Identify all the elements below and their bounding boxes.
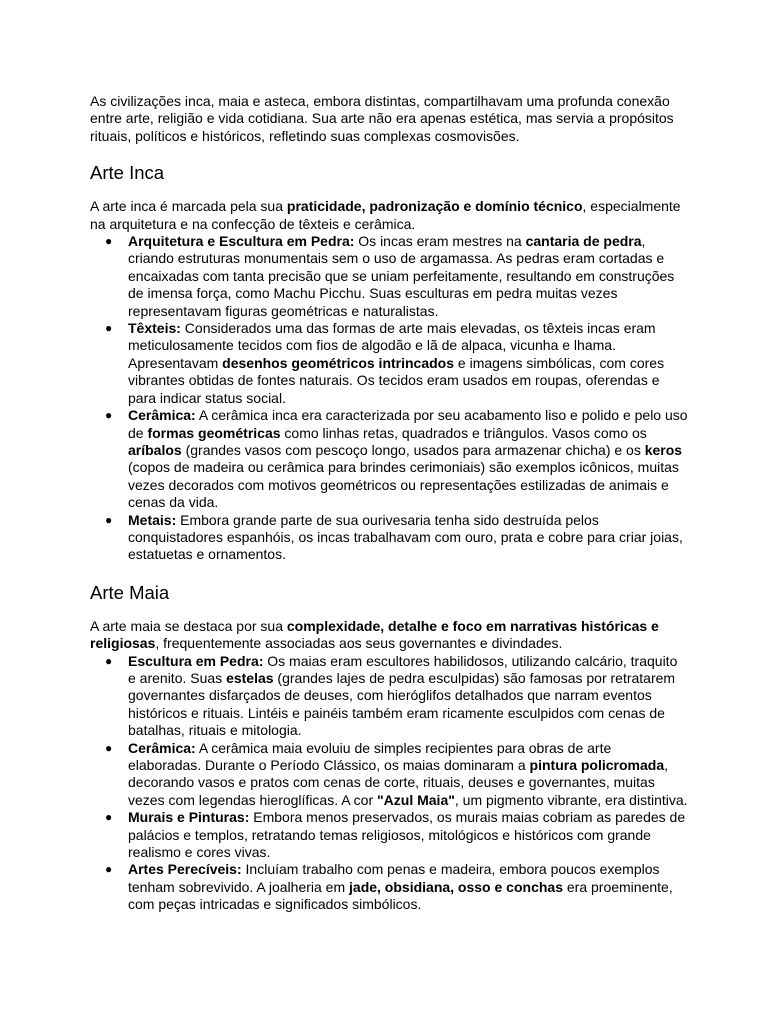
bullet-icon: ● [105, 234, 113, 249]
bullet-icon: ● [105, 512, 113, 527]
list-item: ● Artes Perecíveis: Incluíam trabalho com penas e madeira, embora poucos exemplos tenham sobrevivido. A joalheria em jade, obsidiana, osso e conchas era proeminente, com peças intricadas e significados simbólicos. [105, 861, 673, 913]
bullet-icon: ● [105, 740, 113, 755]
inca-list [90, 233, 688, 564]
bullet-icon: ● [105, 408, 113, 423]
section-heading-inca: Arte Inca [90, 162, 165, 184]
intro-paragraph: As civilizações inca, maia e asteca, embora distintas, compartilhavam uma profunda conexão entre arte, religião e vida cotidiana. Sua arte não era apenas estética, mas servia a propósitos rituais, políticos e históricos, refletindo suas complexas cosmovisões. [90, 93, 674, 144]
list-item: ● Arquitetura e Escultura em Pedra: Os incas eram mestres na cantaria de pedra, criando estruturas monumentais sem o uso de argamassa. As pedras eram cortadas e encaixadas com tanta precisão que se uniam perfeitamente, resultando em construções de imensa força, como Machu Picchu. Suas esculturas em pedra muitas vezes representavam figuras geométricas e naturalistas. [105, 233, 675, 319]
list-item: ● Murais e Pinturas: Embora menos preservados, os murais maias cobriam as paredes de palácios e templos, retratando temas religiosos, mitológicos e históricos com grande realismo e cores vivas. [105, 809, 686, 861]
section-heading-maia: Arte Maia [90, 581, 170, 603]
list-item: ● Metais: Embora grande parte de sua ourivesaria tenha sido destruída pelos conquistadores espanhóis, os incas trabalhavam com ouro, prata e cobre para criar joias, estatuetas e ornamentos. [105, 511, 683, 563]
list-item: ● Escultura em Pedra: Os maias eram escultores habilidosos, utilizando calcário, traquito e arenito. Suas estelas (grandes lajes de pedra esculpidas) são famosas por retratarem governantes disfarçados de deuses, com hieróglifos detalhados que narram eventos históricos e rituais. Lintéis e painéis também eram ricamente esculpidos com cenas de batalhas, rituais e mitologia. [105, 652, 678, 739]
inca-lead-paragraph: A arte inca é marcada pela sua praticidade, padronização e domínio técnico, especialmente na arquitetura e na confecção de têxteis e cerâmica. [90, 198, 681, 232]
list-item: ● Cerâmica: A cerâmica inca era caracterizada por seu acabamento liso e polido e pelo uso de formas geométricas como linhas retas, quadrados e triângulos. Vasos como os aríbalos (grandes vasos com pescoço longo, usados para armazenar chicha) e os keros (copos de madeira ou cerâmica para brindes cerimoniais) são exemplos icônicos, muitas vezes decorados com motivos geométricos ou representações estilizadas de animais e cenas da vida. [105, 407, 688, 511]
bullet-icon: ● [105, 862, 113, 877]
bullet-icon: ● [105, 653, 113, 668]
list-item: ● Cerâmica: A cerâmica maia evoluiu de simples recipientes para obras de arte elaboradas. Durante o Período Clássico, os maias dominaram a pintura policromada, decorando vasos e pratos com cenas de corte, rituais, deuses e governantes, muitas vezes com legendas hieroglíficas. A cor "Azul Maia", um pigmento vibrante, era distintiva. [105, 739, 688, 808]
maia-list [90, 653, 688, 914]
maia-lead-paragraph: A arte maia se destaca por sua complexidade, detalhe e foco em narrativas históricas e religiosas, frequentemente associadas aos seus governantes e divindades. [90, 617, 659, 652]
bullet-icon: ● [105, 321, 113, 336]
list-item: ● Têxteis: Considerados uma das formas de arte mais elevadas, os têxteis incas eram meticulosamente tecidos com fios de algodão e lã de alpaca, vicunha e lhama. Apresentavam desenhos geométricos intrincados e imagens simbólicas, com cores vibrantes obtidas de fontes naturais. Os tecidos eram usados em roupas, oferendas e para indicar status social. [105, 320, 665, 406]
bullet-icon: ● [105, 810, 113, 825]
